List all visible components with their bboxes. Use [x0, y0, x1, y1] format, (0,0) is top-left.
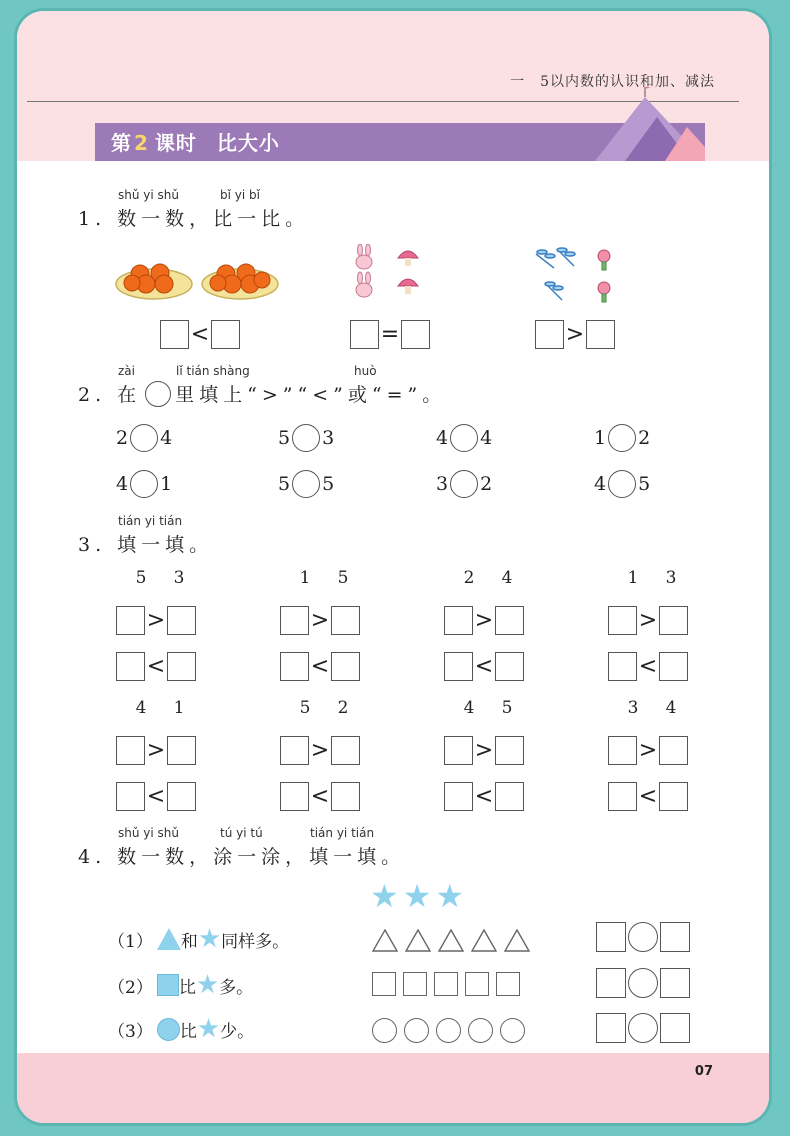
q4-word: 少。	[220, 1021, 255, 1042]
square-outline[interactable]	[372, 972, 396, 996]
answer-box[interactable]	[659, 606, 688, 635]
q3-greater-row	[608, 736, 688, 765]
worksheet-page	[14, 8, 772, 1126]
page-number: 07	[694, 1064, 713, 1079]
star-icon: ★	[370, 877, 399, 915]
less-than-symbol: <	[146, 654, 166, 679]
answer-box[interactable]	[331, 652, 360, 681]
greater-than-symbol: >	[474, 738, 494, 763]
star-icon: ★	[196, 1014, 221, 1044]
square-icon	[157, 974, 179, 996]
rabbits-mushrooms-illustration	[350, 244, 430, 306]
less-than-symbol: <	[190, 322, 210, 347]
q3-less-row	[608, 782, 688, 811]
circle-symbol	[145, 381, 171, 407]
q4-answer-1	[596, 922, 690, 952]
answer-box[interactable]	[608, 782, 637, 811]
q4-text: 4. 数一数，涂一涂，填一填。	[78, 846, 406, 868]
q2-right-number: 2	[480, 473, 493, 495]
question-2	[78, 364, 678, 407]
answer-box[interactable]	[116, 736, 145, 765]
less-than-symbol: <	[146, 784, 166, 809]
greater-than-symbol: >	[638, 608, 658, 633]
answer-box[interactable]	[659, 652, 688, 681]
answer-box[interactable]	[495, 606, 524, 635]
q4-pinyin-2: tú yi tú	[220, 826, 263, 840]
question-1	[78, 188, 678, 231]
q3-number-pair	[614, 698, 690, 718]
answer-box[interactable]	[350, 320, 379, 349]
q2-right-number: 2	[638, 427, 651, 449]
triangle-outline[interactable]	[438, 928, 464, 952]
q2-item	[594, 424, 650, 452]
answer-circle[interactable]	[130, 424, 158, 452]
q2-item	[116, 424, 172, 452]
lesson-name: 比大小	[216, 131, 280, 155]
circle-outline[interactable]	[372, 1018, 397, 1043]
greater-than-symbol: >	[565, 322, 585, 347]
q2-item	[278, 470, 334, 498]
q2-pinyin-2: lǐ tián shàng	[176, 364, 250, 378]
q2-right-number: 1	[160, 473, 173, 495]
q1-compare-2	[350, 320, 430, 349]
dragonflies-flowers-illustration	[532, 244, 618, 306]
q3-number-pair	[286, 698, 362, 718]
circle-outline[interactable]	[468, 1018, 493, 1043]
answer-box[interactable]	[116, 782, 145, 811]
chapter-title: 一 5以内数的认识和加、减法	[510, 74, 715, 90]
q1-compare-3	[535, 320, 615, 349]
q3-greater-row	[116, 606, 196, 635]
q3-greater-row	[116, 736, 196, 765]
q3-number-pair	[122, 568, 198, 588]
answer-box[interactable]	[535, 320, 564, 349]
q3-number: 5	[135, 568, 147, 588]
answer-box[interactable]	[660, 922, 690, 952]
q4-item-label: （3）	[108, 1021, 153, 1042]
q2-right-number: 4	[160, 427, 173, 449]
q2-left-number: 4	[436, 427, 449, 449]
answer-circle[interactable]	[628, 968, 658, 998]
answer-box[interactable]	[331, 736, 360, 765]
answer-circle[interactable]	[608, 470, 636, 498]
q4-pinyin	[78, 826, 678, 842]
lesson-suffix: 课时	[154, 131, 197, 155]
less-than-symbol: <	[310, 654, 330, 679]
q2-left-number: 2	[116, 427, 129, 449]
star-icon: ★	[195, 970, 220, 1000]
question-3	[78, 514, 678, 557]
q3-number: 4	[463, 698, 475, 718]
q2-item	[436, 470, 492, 498]
circle-outline[interactable]	[500, 1018, 525, 1043]
less-than-symbol: <	[638, 654, 658, 679]
orange-plates-illustration	[114, 256, 284, 302]
q2-left-number: 4	[116, 473, 129, 495]
q3-greater-row	[280, 606, 360, 635]
answer-box[interactable]	[444, 736, 473, 765]
q3-number: 2	[337, 698, 349, 718]
q4-answer-2	[596, 968, 690, 998]
q3-number: 5	[501, 698, 513, 718]
q3-number: 1	[627, 568, 639, 588]
q3-number: 1	[299, 568, 311, 588]
answer-box[interactable]	[660, 968, 690, 998]
answer-circle[interactable]	[628, 1013, 658, 1043]
q4-word: 比	[179, 1021, 197, 1042]
greater-than-symbol: >	[146, 738, 166, 763]
q3-text: 3. 填一填。	[78, 534, 214, 556]
equals-symbol: =	[380, 322, 400, 347]
answer-circle[interactable]	[628, 922, 658, 952]
circle-outline[interactable]	[436, 1018, 461, 1043]
answer-box[interactable]	[401, 320, 430, 349]
answer-box[interactable]	[608, 652, 637, 681]
answer-box[interactable]	[167, 606, 196, 635]
star-icon: ★	[402, 877, 432, 915]
answer-box[interactable]	[116, 606, 145, 635]
answer-box[interactable]	[116, 652, 145, 681]
lesson-banner	[95, 123, 705, 161]
q4-item-2	[108, 972, 253, 998]
star-icon: ★	[197, 924, 222, 954]
footer-band	[17, 1053, 769, 1123]
q3-number: 3	[627, 698, 639, 718]
q3-less-row	[444, 782, 524, 811]
answer-box[interactable]	[211, 320, 240, 349]
q2-right-number: 5	[322, 473, 335, 495]
answer-box[interactable]	[280, 652, 309, 681]
triangle-row	[372, 928, 530, 952]
answer-box[interactable]	[495, 736, 524, 765]
q2-left-number: 1	[594, 427, 607, 449]
mountain-flag-icon	[595, 87, 705, 161]
square-outline[interactable]	[434, 972, 458, 996]
triangle-icon	[157, 928, 181, 950]
q1-pinyin-2: bǐ yi bǐ	[220, 188, 260, 202]
q4-item-label: （2）	[108, 977, 153, 998]
q4-word: 和	[180, 931, 198, 952]
answer-box[interactable]	[444, 652, 473, 681]
answer-circle[interactable]	[450, 424, 478, 452]
less-than-symbol: <	[474, 784, 494, 809]
q3-less-row	[280, 782, 360, 811]
q2-pinyin	[78, 364, 678, 380]
lesson-number: 2	[134, 131, 149, 155]
q3-number: 2	[463, 568, 475, 588]
less-than-symbol: <	[474, 654, 494, 679]
q1-text: 1. 数一数，比一比。	[78, 208, 310, 230]
triangle-outline[interactable]	[504, 928, 530, 952]
star-icon: ★	[435, 877, 465, 915]
square-row	[372, 972, 520, 996]
square-outline[interactable]	[465, 972, 489, 996]
answer-circle[interactable]	[130, 470, 158, 498]
question-4	[78, 826, 678, 869]
answer-box[interactable]	[280, 782, 309, 811]
q3-number: 3	[665, 568, 677, 588]
answer-box[interactable]	[608, 736, 637, 765]
q2-item	[594, 470, 650, 498]
q4-word: 比	[178, 977, 196, 998]
q3-number-pair	[450, 568, 526, 588]
q3-number-pair	[286, 568, 362, 588]
q2-text-start: 2. 在	[78, 384, 142, 406]
less-than-symbol: <	[310, 784, 330, 809]
lesson-prefix: 第	[111, 131, 132, 155]
answer-box[interactable]	[659, 782, 688, 811]
q3-less-row	[444, 652, 524, 681]
q3-greater-row	[444, 606, 524, 635]
circle-row	[372, 1018, 525, 1043]
answer-box[interactable]	[586, 320, 615, 349]
q3-less-row	[608, 652, 688, 681]
q3-number-pair	[614, 568, 690, 588]
q2-item	[116, 470, 172, 498]
q3-number: 5	[299, 698, 311, 718]
answer-circle[interactable]	[292, 470, 320, 498]
q2-right-number: 3	[322, 427, 335, 449]
q2-right-number: 4	[480, 427, 493, 449]
circle-icon	[157, 1018, 180, 1041]
q3-number: 5	[337, 568, 349, 588]
q2-right-number: 5	[638, 473, 651, 495]
q2-left-number: 5	[278, 427, 291, 449]
greater-than-symbol: >	[310, 608, 330, 633]
q2-text-end: 里填上“>”“<”或“=”。	[175, 384, 447, 406]
triangle-outline[interactable]	[405, 928, 431, 952]
greater-than-symbol: >	[638, 738, 658, 763]
greater-than-symbol: >	[146, 608, 166, 633]
q4-item-label: （1）	[108, 931, 153, 952]
q3-number: 4	[135, 698, 147, 718]
q3-number: 4	[501, 568, 513, 588]
answer-box[interactable]	[167, 782, 196, 811]
square-outline[interactable]	[496, 972, 520, 996]
q2-left-number: 4	[594, 473, 607, 495]
q3-greater-row	[280, 736, 360, 765]
q3-pinyin-1: tián yi tián	[118, 514, 183, 528]
answer-circle[interactable]	[450, 470, 478, 498]
greater-than-symbol: >	[310, 738, 330, 763]
answer-box[interactable]	[444, 606, 473, 635]
lesson-title	[111, 127, 280, 156]
star-group	[370, 877, 465, 915]
q1-pinyin-1: shǔ yi shǔ	[118, 188, 179, 202]
answer-box[interactable]	[659, 736, 688, 765]
answer-box[interactable]	[660, 1013, 690, 1043]
q3-pinyin	[78, 514, 678, 530]
q4-pinyin-1: shǔ yi shǔ	[118, 826, 179, 840]
answer-box[interactable]	[331, 782, 360, 811]
square-outline[interactable]	[403, 972, 427, 996]
answer-box[interactable]	[596, 1013, 626, 1043]
answer-box[interactable]	[596, 968, 626, 998]
q3-number: 1	[173, 698, 185, 718]
answer-circle[interactable]	[608, 424, 636, 452]
q3-number-pair	[122, 698, 198, 718]
q3-greater-row	[608, 606, 688, 635]
answer-box[interactable]	[608, 606, 637, 635]
q4-answer-3	[596, 1013, 690, 1043]
q2-item	[278, 424, 334, 452]
q4-item-3	[108, 1016, 254, 1042]
q3-less-row	[116, 782, 196, 811]
less-than-symbol: <	[638, 784, 658, 809]
q2-text	[78, 380, 678, 407]
answer-box[interactable]	[495, 652, 524, 681]
answer-box[interactable]	[167, 736, 196, 765]
answer-box[interactable]	[280, 736, 309, 765]
q2-item	[436, 424, 492, 452]
answer-box[interactable]	[596, 922, 626, 952]
q3-number: 3	[173, 568, 185, 588]
q4-word: 同样多。	[221, 931, 290, 952]
q2-left-number: 5	[278, 473, 291, 495]
q2-pinyin-3: huò	[354, 364, 377, 378]
answer-box[interactable]	[167, 652, 196, 681]
q3-number-pair	[450, 698, 526, 718]
answer-box[interactable]	[444, 782, 473, 811]
q4-item-1	[108, 926, 289, 952]
q1-compare-1	[160, 320, 240, 349]
q4-word: 多。	[219, 977, 254, 998]
greater-than-symbol: >	[474, 608, 494, 633]
q3-less-row	[116, 652, 196, 681]
answer-box[interactable]	[495, 782, 524, 811]
answer-circle[interactable]	[292, 424, 320, 452]
q3-greater-row	[444, 736, 524, 765]
q2-pinyin-1: zài	[118, 364, 135, 378]
q1-pinyin	[78, 188, 678, 204]
triangle-outline[interactable]	[471, 928, 497, 952]
q3-number: 4	[665, 698, 677, 718]
answer-box[interactable]	[160, 320, 189, 349]
q3-less-row	[280, 652, 360, 681]
q2-left-number: 3	[436, 473, 449, 495]
circle-outline[interactable]	[404, 1018, 429, 1043]
answer-box[interactable]	[331, 606, 360, 635]
answer-box[interactable]	[280, 606, 309, 635]
q4-pinyin-3: tián yi tián	[310, 826, 375, 840]
triangle-outline[interactable]	[372, 928, 398, 952]
